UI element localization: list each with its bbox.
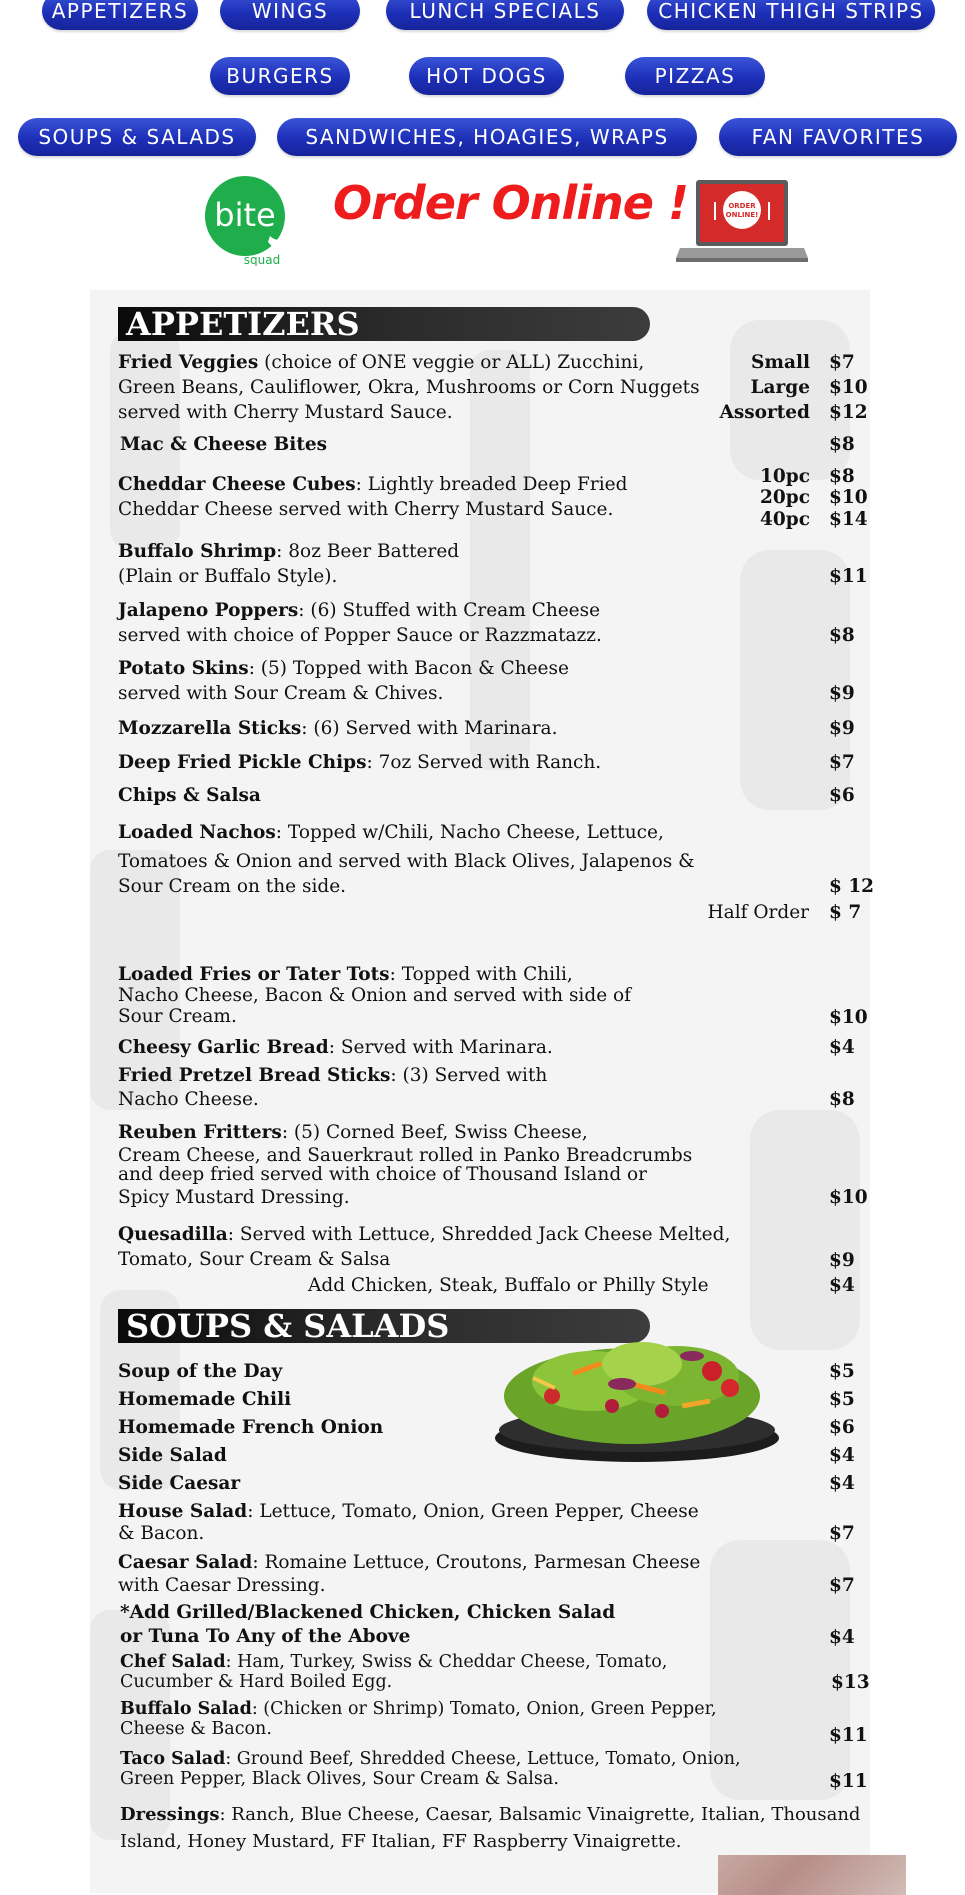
squad-word: squad bbox=[243, 253, 281, 266]
item-desc-line: Sour Cream. bbox=[118, 1006, 237, 1027]
item-desc-line: Cream Cheese, and Sauerkraut rolled in Panko Breadcrumbs bbox=[118, 1145, 693, 1166]
item-price: $11 bbox=[829, 1771, 868, 1792]
item-name: Dressings bbox=[120, 1804, 220, 1825]
item-desc-line: and deep fried served with choice of Thousand Island or bbox=[118, 1164, 648, 1185]
item-name: Reuben Fritters bbox=[118, 1122, 282, 1143]
item-name: Buffalo Salad bbox=[120, 1699, 252, 1719]
nav-hot-dogs-button[interactable]: HOT DOGS bbox=[409, 57, 564, 95]
size-label: Small bbox=[751, 352, 810, 373]
item-name: Buffalo Shrimp bbox=[118, 541, 277, 562]
salad-addon-line1 bbox=[120, 1602, 615, 1623]
item-price: $7 bbox=[829, 352, 855, 373]
nav-sandwiches-button[interactable]: SANDWICHES, HOAGIES, WRAPS bbox=[277, 118, 697, 156]
menu-item-mac-cheese bbox=[120, 434, 327, 455]
item-name: Mac & Cheese Bites bbox=[120, 434, 328, 455]
item-price: $7 bbox=[829, 752, 855, 773]
item-name: Taco Salad bbox=[120, 1749, 226, 1769]
menu-item-buffalo-salad bbox=[120, 1699, 717, 1720]
menu-item-chips-salsa bbox=[118, 785, 261, 806]
menu-item-caesar-salad bbox=[118, 1552, 700, 1573]
menu-item-pretzel-sticks bbox=[118, 1065, 547, 1086]
item-price: $10 bbox=[829, 1007, 868, 1028]
item-name: Loaded Nachos bbox=[118, 822, 276, 843]
menu-item-taco-salad bbox=[120, 1749, 741, 1770]
menu-item-chef-salad bbox=[120, 1652, 667, 1673]
size-label: 20pc bbox=[760, 487, 810, 508]
item-name: Fried Pretzel Bread Sticks bbox=[118, 1065, 391, 1086]
item-price: $7 bbox=[829, 1523, 855, 1544]
item-name: Fried Veggies bbox=[118, 352, 259, 373]
item-desc-line: Nacho Cheese, Bacon & Onion and served with side of bbox=[118, 985, 632, 1006]
item-desc-line: Cheddar Cheese served with Cherry Mustard Sauce. bbox=[118, 499, 614, 520]
item-desc: : (Chicken or Shrimp) Tomato, Onion, Green Pepper, bbox=[251, 1699, 717, 1719]
half-order-label: Half Order bbox=[707, 902, 809, 923]
nav-lunch-specials-button[interactable]: LUNCH SPECIALS bbox=[386, 0, 624, 30]
size-label: Large bbox=[750, 377, 810, 398]
item-desc-line: Sour Cream on the side. bbox=[118, 876, 347, 897]
item-desc: : (5) Corned Beef, Swiss Cheese, bbox=[281, 1122, 588, 1143]
menu-item-mozzarella-sticks bbox=[118, 718, 557, 739]
soups-salads-section-header: SOUPS & SALADS bbox=[118, 1309, 650, 1343]
nav-wings-button[interactable]: WINGS bbox=[220, 0, 360, 30]
item-name: Jalapeno Poppers bbox=[118, 600, 299, 621]
item-desc-line: Green Pepper, Black Olives, Sour Cream & Salsa. bbox=[120, 1769, 559, 1789]
item-name: *Add Grilled/Blackened Chicken, Chicken Salad bbox=[120, 1602, 616, 1623]
menu-item-pickle-chips bbox=[118, 752, 601, 773]
item-price: $8 bbox=[829, 466, 855, 487]
item-name: Mozzarella Sticks bbox=[118, 718, 302, 739]
item-price: $9 bbox=[829, 683, 855, 704]
item-desc: : Lettuce, Tomato, Onion, Green Pepper, Cheese bbox=[247, 1501, 699, 1522]
menu-item-french-onion bbox=[118, 1417, 383, 1438]
item-name: Homemade French Onion bbox=[118, 1417, 384, 1438]
item-desc-line: Nacho Cheese. bbox=[118, 1089, 259, 1110]
item-desc: : Romaine Lettuce, Croutons, Parmesan Cheese bbox=[252, 1552, 701, 1573]
menu-item-fried-veggies bbox=[118, 352, 644, 373]
bite-squad-logo[interactable] bbox=[200, 176, 290, 266]
menu-item-jalapeno-poppers bbox=[118, 600, 600, 621]
food-photo-thumbnail bbox=[718, 1855, 906, 1895]
dressings-list bbox=[120, 1804, 860, 1825]
item-name: Cheesy Garlic Bread bbox=[118, 1037, 329, 1058]
item-name: Side Salad bbox=[118, 1445, 227, 1466]
menu-item-homemade-chili bbox=[118, 1389, 291, 1410]
item-desc: : Ranch, Blue Cheese, Caesar, Balsamic Vinaigrette, Italian, Thousand bbox=[219, 1804, 861, 1825]
item-desc-line: Island, Honey Mustard, FF Italian, FF Raspberry Vinaigrette. bbox=[120, 1831, 682, 1852]
item-name: Quesadilla bbox=[118, 1224, 228, 1245]
size-label: 40pc bbox=[760, 509, 810, 530]
item-desc: : Ham, Turkey, Swiss & Cheddar Cheese, Tomato, bbox=[225, 1652, 668, 1672]
laptop-order-icon[interactable] bbox=[676, 178, 808, 266]
item-desc-line: served with choice of Popper Sauce or Razzmatazz. bbox=[118, 625, 602, 646]
item-price: $9 bbox=[829, 718, 855, 739]
item-desc: : Served with Marinara. bbox=[328, 1037, 553, 1058]
item-desc: : Served with Lettuce, Shredded Jack Cheese Melted, bbox=[227, 1224, 731, 1245]
item-price: $12 bbox=[829, 402, 868, 423]
item-name: or Tuna To Any of the Above bbox=[120, 1626, 411, 1647]
item-name: Chef Salad bbox=[120, 1652, 226, 1672]
item-price: $6 bbox=[829, 785, 855, 806]
item-desc-line: Tomatoes & Onion and served with Black Olives, Jalapenos & bbox=[118, 851, 695, 872]
item-price: $8 bbox=[829, 434, 855, 455]
item-price: $13 bbox=[831, 1672, 870, 1693]
item-price: $8 bbox=[829, 625, 855, 646]
menu-item-reuben-fritters bbox=[118, 1122, 588, 1143]
item-desc: : Lightly breaded Deep Fried bbox=[355, 474, 628, 495]
item-price: $10 bbox=[829, 1187, 868, 1208]
item-price: $10 bbox=[829, 377, 868, 398]
item-desc-line: Green Beans, Cauliflower, Okra, Mushrooms or Corn Nuggets bbox=[118, 377, 700, 398]
item-name: Loaded Fries or Tater Tots bbox=[118, 964, 390, 985]
menu-item-buffalo-shrimp bbox=[118, 541, 459, 562]
item-name: Potato Skins bbox=[118, 658, 249, 679]
nav-pizzas-button[interactable]: PIZZAS bbox=[625, 57, 765, 95]
menu-item-loaded-fries bbox=[118, 964, 573, 985]
item-desc: : Ground Beef, Shredded Cheese, Lettuce, Tomato, Onion, bbox=[225, 1749, 741, 1769]
item-desc: : (6) Stuffed with Cream Cheese bbox=[298, 600, 601, 621]
item-price: $4 bbox=[829, 1627, 855, 1648]
menu-item-quesadilla bbox=[118, 1224, 730, 1245]
laptop-text-line1: ORDER bbox=[728, 202, 756, 210]
item-desc-line: Cheese & Bacon. bbox=[120, 1719, 272, 1739]
item-name: Cheddar Cheese Cubes bbox=[118, 474, 356, 495]
item-desc-line: with Caesar Dressing. bbox=[118, 1575, 326, 1596]
item-price: $4 bbox=[829, 1037, 855, 1058]
bite-word: bite bbox=[214, 196, 276, 234]
salad-addon-line2 bbox=[120, 1626, 410, 1647]
item-name: Side Caesar bbox=[118, 1473, 241, 1494]
menu-item-garlic-bread bbox=[118, 1037, 553, 1058]
laptop-text-line2: ONLINE! bbox=[725, 211, 759, 219]
item-price: $11 bbox=[829, 566, 868, 587]
menu-item-cheddar-cubes bbox=[118, 474, 627, 495]
item-price: $4 bbox=[829, 1275, 855, 1296]
item-desc-line: & Bacon. bbox=[118, 1523, 205, 1544]
item-desc-line: Spicy Mustard Dressing. bbox=[118, 1187, 350, 1208]
item-desc: : 8oz Beer Battered bbox=[276, 541, 460, 562]
quesadilla-addon: Add Chicken, Steak, Buffalo or Philly Style bbox=[308, 1275, 709, 1296]
item-name: Homemade Chili bbox=[118, 1389, 292, 1410]
item-price: $14 bbox=[829, 509, 868, 530]
item-price: $11 bbox=[829, 1725, 868, 1746]
nav-fan-favorites-button[interactable]: FAN FAVORITES bbox=[719, 118, 957, 156]
menu-item-loaded-nachos bbox=[118, 822, 664, 843]
item-desc-line: Tomato, Sour Cream & Salsa bbox=[118, 1249, 391, 1270]
item-price: $ 7 bbox=[829, 902, 862, 923]
nav-soups-salads-button[interactable]: SOUPS & SALADS bbox=[18, 118, 256, 156]
item-price: $9 bbox=[829, 1250, 855, 1271]
item-price: $4 bbox=[829, 1445, 855, 1466]
menu-item-side-salad bbox=[118, 1445, 227, 1466]
size-label: Assorted bbox=[719, 402, 810, 423]
item-desc: : 7oz Served with Ranch. bbox=[366, 752, 602, 773]
item-desc: : (6) Served with Marinara. bbox=[301, 718, 558, 739]
menu-item-house-salad bbox=[118, 1501, 699, 1522]
item-desc-line: Cucumber & Hard Boiled Egg. bbox=[120, 1672, 393, 1692]
item-desc-line: served with Cherry Mustard Sauce. bbox=[118, 402, 453, 423]
item-name: Deep Fried Pickle Chips bbox=[118, 752, 367, 773]
item-price: $7 bbox=[829, 1575, 855, 1596]
item-desc-line: (Plain or Buffalo Style). bbox=[118, 566, 338, 587]
appetizers-section-header: APPETIZERS bbox=[118, 307, 650, 341]
item-price: $6 bbox=[829, 1417, 855, 1438]
item-desc: : (5) Topped with Bacon & Cheese bbox=[248, 658, 569, 679]
item-desc: : Topped w/Chili, Nacho Cheese, Lettuce, bbox=[275, 822, 664, 843]
item-name: Chips & Salsa bbox=[118, 785, 261, 806]
nav-chicken-thigh-strips-button[interactable]: CHICKEN THIGH STRIPS bbox=[647, 0, 935, 30]
item-price: $5 bbox=[829, 1389, 855, 1410]
item-name: House Salad bbox=[118, 1501, 248, 1522]
item-price: $5 bbox=[829, 1361, 855, 1382]
order-online-link[interactable]: Order Online ! bbox=[333, 176, 688, 230]
nav-appetizers-button[interactable]: APPETIZERS bbox=[42, 0, 198, 30]
item-desc: : (3) Served with bbox=[390, 1065, 548, 1086]
item-name: Soup of the Day bbox=[118, 1361, 283, 1382]
item-price: $4 bbox=[829, 1473, 855, 1494]
salad-bowl-image bbox=[492, 1326, 782, 1466]
menu-item-side-caesar bbox=[118, 1473, 240, 1494]
item-desc-line: served with Sour Cream & Chives. bbox=[118, 683, 444, 704]
item-price: $8 bbox=[829, 1089, 855, 1110]
item-desc: (choice of ONE veggie or ALL) Zucchini, bbox=[258, 352, 645, 373]
item-price: $10 bbox=[829, 487, 868, 508]
item-name: Caesar Salad bbox=[118, 1552, 253, 1573]
item-desc: : Topped with Chili, bbox=[389, 964, 573, 985]
item-price: $ 12 bbox=[829, 876, 875, 897]
nav-burgers-button[interactable]: BURGERS bbox=[210, 57, 350, 95]
size-label: 10pc bbox=[760, 466, 810, 487]
menu-item-soup-of-day bbox=[118, 1361, 282, 1382]
menu-item-potato-skins bbox=[118, 658, 569, 679]
